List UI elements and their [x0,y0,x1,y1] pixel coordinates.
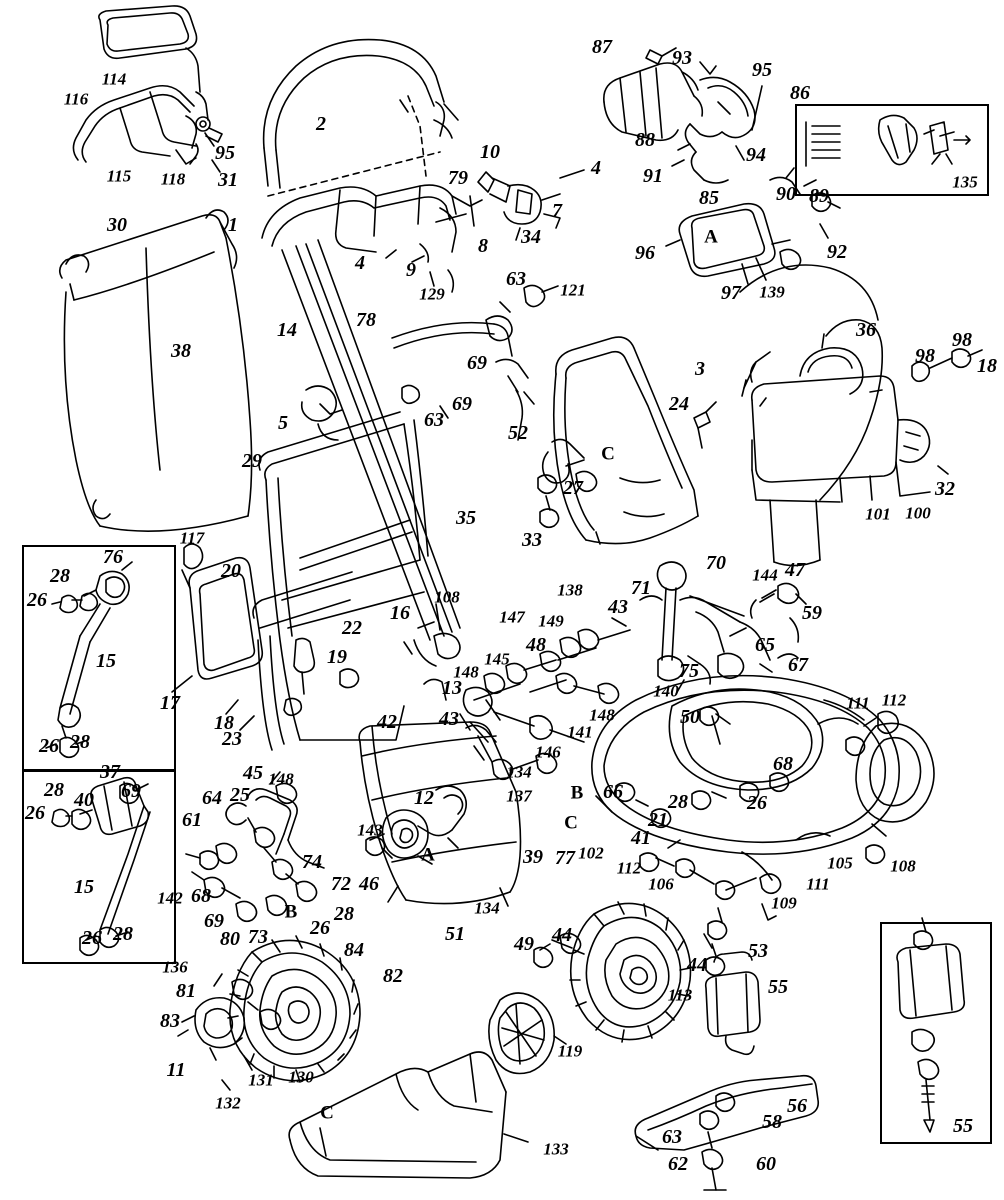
callout-number: 111 [806,874,830,894]
callout-number: 69 [204,910,224,932]
callout-number: 40 [74,789,94,811]
callout-number: 109 [771,893,797,913]
callout-number: 135 [952,172,978,192]
callout-number: 86 [790,82,810,104]
callout-number: 11 [166,1059,186,1081]
callout-number: 134 [506,762,532,782]
callout-number: 9 [406,259,416,281]
callout-number: 4 [591,157,601,179]
section-letter: A [704,226,718,248]
callout-number: 22 [342,617,362,639]
callout-number: 8 [478,235,488,257]
callout-number: 119 [557,1041,583,1061]
callout-number: 48 [526,634,546,656]
callout-number: 32 [935,478,955,500]
callout-number: 15 [74,876,94,898]
callout-number: 89 [809,185,829,207]
callout-number: 77 [555,847,575,869]
section-letter: C [320,1102,334,1124]
callout-number: 26 [27,589,47,611]
callout-number: 14 [277,319,297,341]
callout-number: 25 [230,784,250,806]
callout-number: 2 [316,113,326,135]
callout-number: 138 [557,580,583,600]
callout-number: 44 [552,924,572,946]
callout-number: 67 [788,654,808,676]
callout-number: 63 [506,268,526,290]
callout-number: 55 [953,1115,973,1137]
callout-number: 141 [567,722,593,742]
callout-number: 18 [977,355,997,377]
callout-number: 17 [160,692,180,714]
callout-number: 102 [578,843,604,863]
callout-number: 97 [721,282,741,304]
callout-number: 98 [952,329,972,351]
callout-number: 108 [434,587,460,607]
callout-number: 114 [101,69,127,89]
callout-number: 149 [538,611,564,631]
callout-number: 58 [762,1111,782,1133]
callout-number: 145 [484,649,510,669]
callout-number: 142 [157,888,183,908]
callout-number: 33 [522,529,542,551]
callout-number: 15 [96,650,116,672]
callout-number: 117 [179,528,205,548]
callout-number: 43 [439,708,459,730]
callout-number: 131 [248,1070,274,1090]
callout-number: 39 [523,846,543,868]
callout-number: 147 [499,607,525,627]
callout-number: 74 [302,851,322,873]
callout-number: 112 [881,690,907,710]
callout-number: 28 [113,923,133,945]
callout-number: 66 [603,781,623,803]
callout-number: 133 [543,1139,569,1159]
callout-number: 59 [802,602,822,624]
callout-number: 7 [552,200,562,222]
callout-number: 71 [631,577,651,599]
callout-number: 60 [756,1153,776,1175]
callout-number: 78 [356,309,376,331]
callout-number: 106 [648,874,674,894]
callout-number: 92 [827,241,847,263]
callout-number: 93 [672,47,692,69]
callout-number: 50 [680,706,700,728]
callout-number: 68 [773,753,793,775]
callout-number: 88 [635,129,655,151]
callout-number: 19 [327,646,347,668]
callout-number: 24 [669,393,689,415]
callout-number: 43 [608,596,628,618]
section-letter: C [564,812,578,834]
section-letter: C [601,443,615,465]
callout-number: 38 [171,340,191,362]
callout-number: 73 [248,926,268,948]
callout-number: 29 [242,450,262,472]
callout-number: 129 [419,284,445,304]
callout-number: 96 [635,242,655,264]
callout-number: 55 [768,976,788,998]
callout-number: 1 [228,214,238,236]
callout-number: 63 [424,409,444,431]
callout-number: 84 [344,939,364,961]
callout-number: 69 [452,393,472,415]
callout-number: 94 [746,144,766,166]
callout-number: 36 [856,319,876,341]
callout-number: 118 [160,169,186,189]
callout-number: 46 [359,873,379,895]
callout-number: 95 [752,59,772,81]
callout-number: 30 [107,214,127,236]
callout-number: 4 [355,252,365,274]
callout-number: 146 [535,742,561,762]
callout-number: 116 [63,89,89,109]
callout-number: 87 [592,36,612,58]
callout-number: 63 [662,1126,682,1148]
callout-number: 132 [215,1093,241,1113]
callout-number: 134 [474,898,500,918]
callout-number: 49 [514,933,534,955]
callout-number: 53 [748,940,768,962]
callout-number: 140 [653,681,679,701]
callout-number: 28 [44,779,64,801]
callout-number: 108 [890,856,916,876]
callout-number: 113 [667,985,693,1005]
callout-number: 35 [456,507,476,529]
callout-number: 51 [445,923,465,945]
inset-bottom-right [880,922,992,1144]
callout-number: 37 [100,761,120,783]
callout-number: 26 [25,802,45,824]
callout-number: 64 [202,787,222,809]
callout-number: 83 [160,1010,180,1032]
callout-number: 148 [453,662,479,682]
callout-number: 115 [106,166,132,186]
callout-number: 76 [103,546,123,568]
callout-number: 98 [915,345,935,367]
callout-number: 10 [480,141,500,163]
callout-number: 41 [631,827,651,849]
callout-number: 101 [865,504,891,524]
callout-number: 12 [414,787,434,809]
callout-number: 20 [221,560,241,582]
callout-number: 16 [390,602,410,624]
callout-number: 100 [905,503,931,523]
callout-number: 95 [215,142,235,164]
callout-number: 70 [706,552,726,574]
callout-number: 144 [752,565,778,585]
callout-number: 44 [687,954,707,976]
callout-number: 13 [442,677,462,699]
callout-number: 68 [191,885,211,907]
callout-number: 3 [695,358,705,380]
callout-number: 34 [521,226,541,248]
callout-number: 69 [467,352,487,374]
callout-number: 52 [508,422,528,444]
callout-number: 31 [218,169,238,191]
callout-number: 28 [668,791,688,813]
callout-number: 91 [643,165,663,187]
section-letter: B [284,901,298,923]
callout-number: 79 [448,167,468,189]
section-letter: B [570,782,584,804]
callout-number: 121 [560,280,586,300]
callout-number: 80 [220,928,240,950]
callout-number: 65 [755,634,775,656]
callout-number: 148 [268,769,294,789]
callout-number: 62 [668,1153,688,1175]
callout-number: 136 [162,957,188,977]
callout-number: 81 [176,980,196,1002]
callout-number: 56 [787,1095,807,1117]
callout-number: 18 [214,712,234,734]
callout-number: 139 [759,282,785,302]
callout-number: 28 [50,565,70,587]
callout-number: 82 [383,965,403,987]
callout-number: 26 [39,735,59,757]
callout-number: 137 [506,786,532,806]
callout-number: 105 [827,853,853,873]
callout-number: 42 [377,711,397,733]
callout-number: 61 [182,809,202,831]
callout-number: 23 [222,728,242,750]
callout-number: 28 [334,903,354,925]
callout-number: 90 [776,183,796,205]
callout-number: 72 [331,873,351,895]
callout-number: 26 [310,917,330,939]
callout-number: 26 [82,927,102,949]
callout-number: 111 [846,693,870,713]
callout-number: 130 [288,1067,314,1087]
section-letter: A [421,844,435,866]
callout-number: 5 [278,412,288,434]
callout-number: 45 [243,762,263,784]
callout-number: 148 [589,705,615,725]
callout-number: 26 [747,792,767,814]
callout-number: 112 [616,858,642,878]
callout-number: 143 [357,820,383,840]
callout-number: 75 [679,660,699,682]
callout-number: 47 [785,559,805,581]
callout-number: 69 [121,780,141,802]
callout-number: 28 [70,731,90,753]
callout-number: 21 [648,809,668,831]
callout-number: 27 [563,477,583,499]
callout-number: 85 [699,187,719,209]
